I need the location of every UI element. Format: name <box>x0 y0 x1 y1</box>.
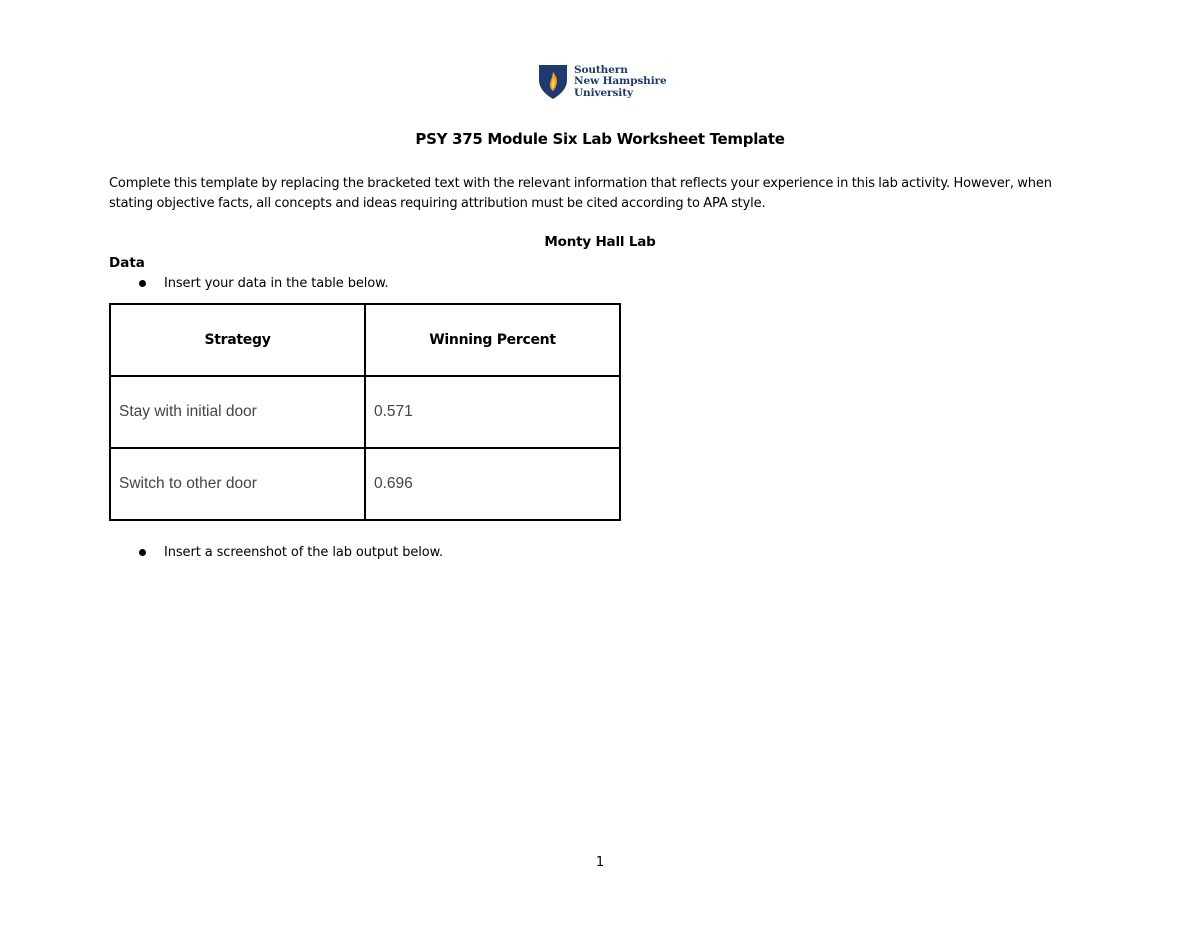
data-table <box>109 303 621 521</box>
column-header: Strategy <box>110 304 365 376</box>
logo-line-2: New Hampshire <box>574 75 667 88</box>
table-row <box>110 448 620 520</box>
table-row <box>110 376 620 448</box>
bullet-icon <box>139 549 146 556</box>
bullet-icon <box>139 280 146 287</box>
shield-flame-icon <box>538 64 568 100</box>
bullet-text: Insert a screenshot of the lab output below. <box>164 545 444 560</box>
page-number: 1 <box>595 855 605 870</box>
column-header: Winning Percent <box>365 304 620 376</box>
section-heading: Monty Hall Lab <box>544 234 656 250</box>
university-logo <box>538 64 667 100</box>
logo-line-1: Southern <box>574 63 628 76</box>
table-cell: 0.571 <box>365 376 620 448</box>
table-header-row <box>110 304 620 376</box>
table-cell: Switch to other door <box>110 448 365 520</box>
bullet-text: Insert your data in the table below. <box>164 276 389 291</box>
bullet-item <box>138 545 443 560</box>
page-title: PSY 375 Module Six Lab Worksheet Template <box>415 130 785 148</box>
table-cell: 0.696 <box>365 448 620 520</box>
data-heading: Data <box>109 255 145 271</box>
intro-paragraph: Complete this template by replacing the bracketed text with the relevant information that reflects your experience in this lab activity. However, when stating objective facts, all concepts and ideas requiring attribution must be cited according to APA style. <box>109 176 1052 211</box>
logo-line-3: University <box>574 86 633 99</box>
bullet-item <box>138 276 389 291</box>
table-cell: Stay with initial door <box>110 376 365 448</box>
logo-wordmark <box>574 65 667 100</box>
